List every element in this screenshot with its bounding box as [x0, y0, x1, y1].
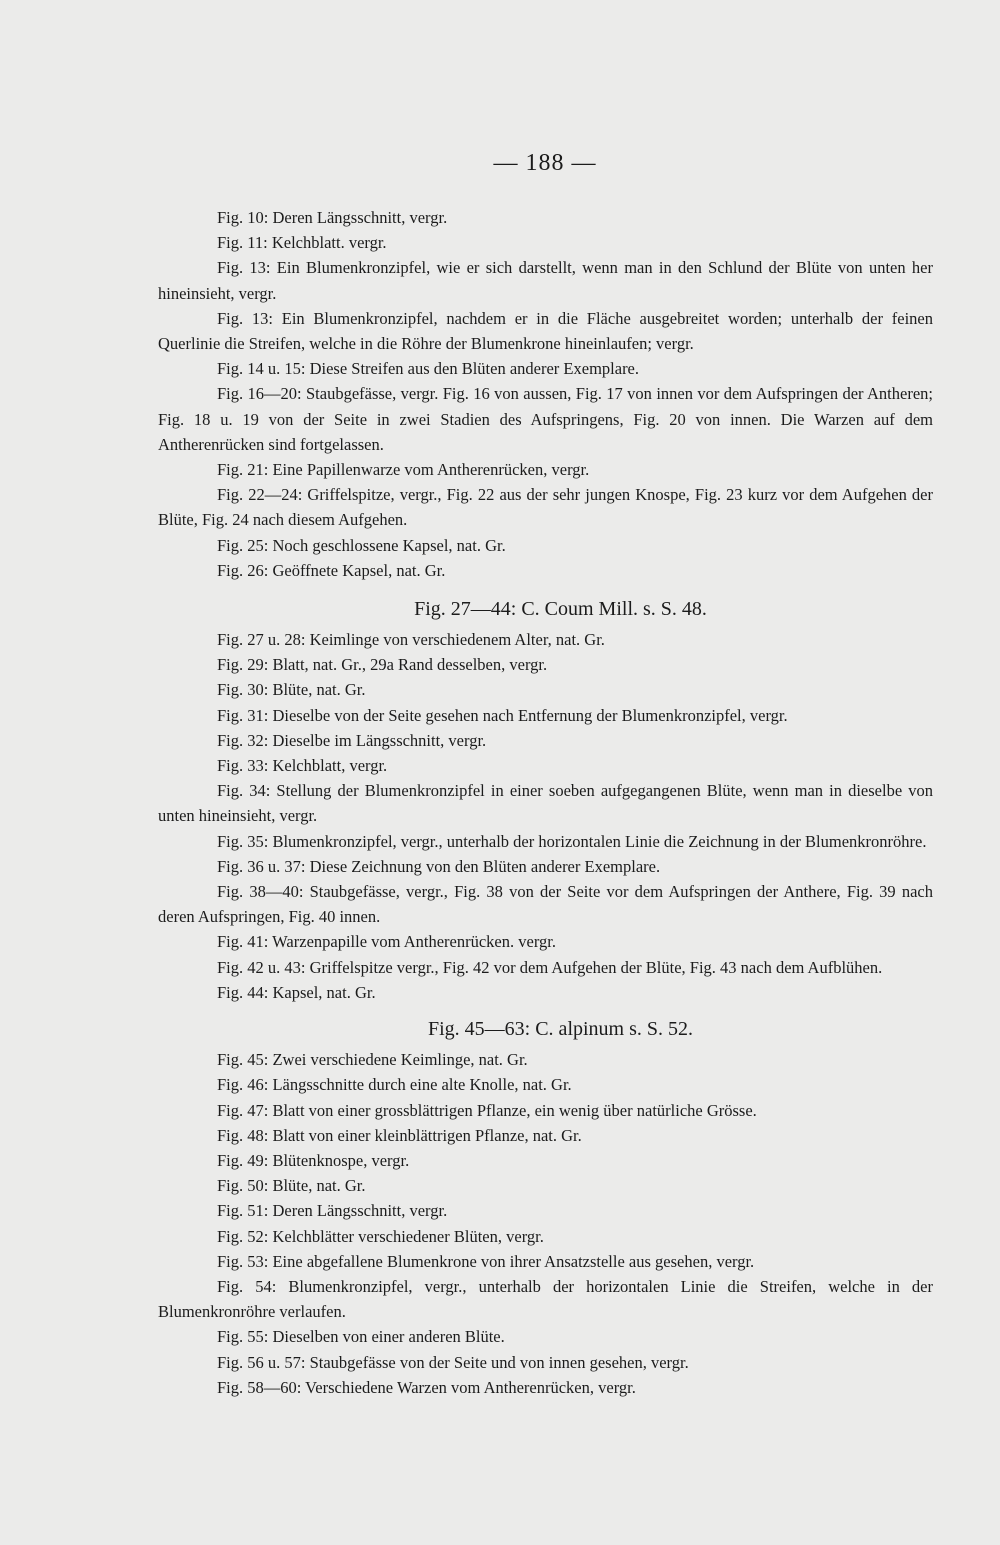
section-heading-c-alpinum: Fig. 45—63: C. alpinum s. S. 52. [427, 1018, 694, 1041]
figure-caption: Fig. 29: Blatt, nat. Gr., 29a Rand desselben, vergr. [217, 655, 548, 675]
figure-caption: Fig. 54: Blumenkronzipfel, vergr., unterhalb der horizontalen Linie die Streifen, welche in der Blumenkronröhre verlaufen. [158, 1276, 933, 1322]
figure-list-2 [158, 627, 933, 1005]
figure-caption: Fig. 26: Geöffnete Kapsel, nat. Gr. [217, 560, 446, 580]
figure-caption: Fig. 13: Ein Blumenkronzipfel, wie er sich darstellt, wenn man in den Schlund der Blüte von unten her hineinsieht, vergr. [158, 258, 933, 303]
figure-caption: Fig. 46: Längsschnitte durch eine alte Knolle, nat. Gr. [217, 1075, 572, 1095]
figure-caption: Fig. 53: Eine abgefallene Blumenkrone von ihrer Ansatzstelle aus gesehen, vergr. [217, 1251, 755, 1271]
figure-caption: Fig. 44: Kapsel, nat. Gr. [217, 982, 376, 1002]
section-heading-c-coum: Fig. 27—44: C. Coum Mill. s. S. 48. [414, 598, 707, 621]
figure-caption: Fig. 13: Ein Blumenkronzipfel, nachdem er in die Fläche ausgebreitet worden; unterhalb der feinen Querlinie die Streifen, welche in die Röhre der Blumenkrone hineinlaufen; vergr. [158, 308, 933, 354]
figure-caption: Fig. 22—24: Griffelspitze, vergr., Fig. 22 aus der sehr jungen Knospe, Fig. 23 kurz vor dem Aufgehen der Blüte, Fig. 24 nach diesem Aufgehen. [158, 485, 933, 530]
figure-caption: Fig. 47: Blatt von einer grossblättrigen Pflanze, ein wenig über natürliche Grösse. [217, 1100, 757, 1120]
figure-caption: Fig. 42 u. 43: Griffelspitze vergr., Fig. 42 vor dem Aufgehen der Blüte, Fig. 43 nach dem Aufblühen. [217, 957, 883, 977]
figure-caption: Fig. 51: Deren Längsschnitt, vergr. [217, 1201, 448, 1221]
figure-caption: Fig. 21: Eine Papillenwarze vom Antherenrücken, vergr. [217, 460, 590, 480]
figure-caption: Fig. 27 u. 28: Keimlinge von verschiedenem Alter, nat. Gr. [217, 630, 605, 650]
figure-caption: Fig. 48: Blatt von einer kleinblättrigen Pflanze, nat. Gr. [217, 1125, 582, 1145]
figure-caption: Fig. 34: Stellung der Blumenkronzipfel in einer soeben aufgegangenen Blüte, wenn man in dieselbe von unten hineinsieht, vergr. [158, 781, 933, 826]
figure-caption: Fig. 52: Kelchblätter verschiedener Blüten, vergr. [217, 1226, 544, 1246]
page-number: — 188 — [493, 150, 597, 176]
page-content [158, 205, 933, 1400]
figure-caption: Fig. 35: Blumenkronzipfel, vergr., unterhalb der horizontalen Linie die Zeichnung in der Blumenkronröhre. [217, 831, 927, 851]
figure-caption: Fig. 11: Kelchblatt. vergr. [217, 233, 387, 253]
figure-caption: Fig. 30: Blüte, nat. Gr. [217, 680, 366, 700]
figure-caption: Fig. 55: Dieselben von einer anderen Blüte. [217, 1327, 505, 1347]
figure-caption: Fig. 36 u. 37: Diese Zeichnung von den Blüten anderer Exemplare. [217, 856, 661, 876]
figure-list-1 [158, 205, 933, 583]
figure-caption: Fig. 10: Deren Längsschnitt, vergr. [217, 208, 448, 227]
figure-caption: Fig. 16—20: Staubgefässe, vergr. Fig. 16 von aussen, Fig. 17 von innen vor dem Aufspringen der Antheren; Fig. 18 u. 19 von der Seite in zwei Stadien des Aufspringens, Fig. 20 von innen. Die Warzen auf dem Antherenrücken sind fortgelassen. [158, 384, 933, 454]
figure-caption: Fig. 38—40: Staubgefässe, vergr., Fig. 38 von der Seite vor dem Aufspringen der Anthere, Fig. 39 nach deren Aufspringen, Fig. 40 innen. [158, 882, 933, 927]
figure-caption: Fig. 25: Noch geschlossene Kapsel, nat. Gr. [217, 535, 506, 555]
figure-caption: Fig. 41: Warzenpapille vom Antherenrücken. vergr. [217, 932, 556, 952]
figure-caption: Fig. 56 u. 57: Staubgefässe von der Seite und von innen gesehen, vergr. [217, 1352, 689, 1372]
figure-caption: Fig. 14 u. 15: Diese Streifen aus den Blüten anderer Exemplare. [217, 359, 640, 379]
figure-caption: Fig. 45: Zwei verschiedene Keimlinge, nat. Gr. [217, 1050, 528, 1070]
figure-caption: Fig. 58—60: Verschiedene Warzen vom Antherenrücken, vergr. [217, 1377, 636, 1397]
figure-caption: Fig. 31: Dieselbe von der Seite gesehen nach Entfernung der Blumenkronzipfel, vergr. [217, 705, 788, 725]
figure-caption: Fig. 50: Blüte, nat. Gr. [217, 1176, 366, 1196]
figure-caption: Fig. 33: Kelchblatt, vergr. [217, 756, 388, 776]
figure-caption: Fig. 32: Dieselbe im Längsschnitt, vergr. [217, 730, 487, 750]
figure-caption: Fig. 49: Blütenknospe, vergr. [217, 1150, 410, 1170]
figure-list-3 [158, 1047, 933, 1400]
